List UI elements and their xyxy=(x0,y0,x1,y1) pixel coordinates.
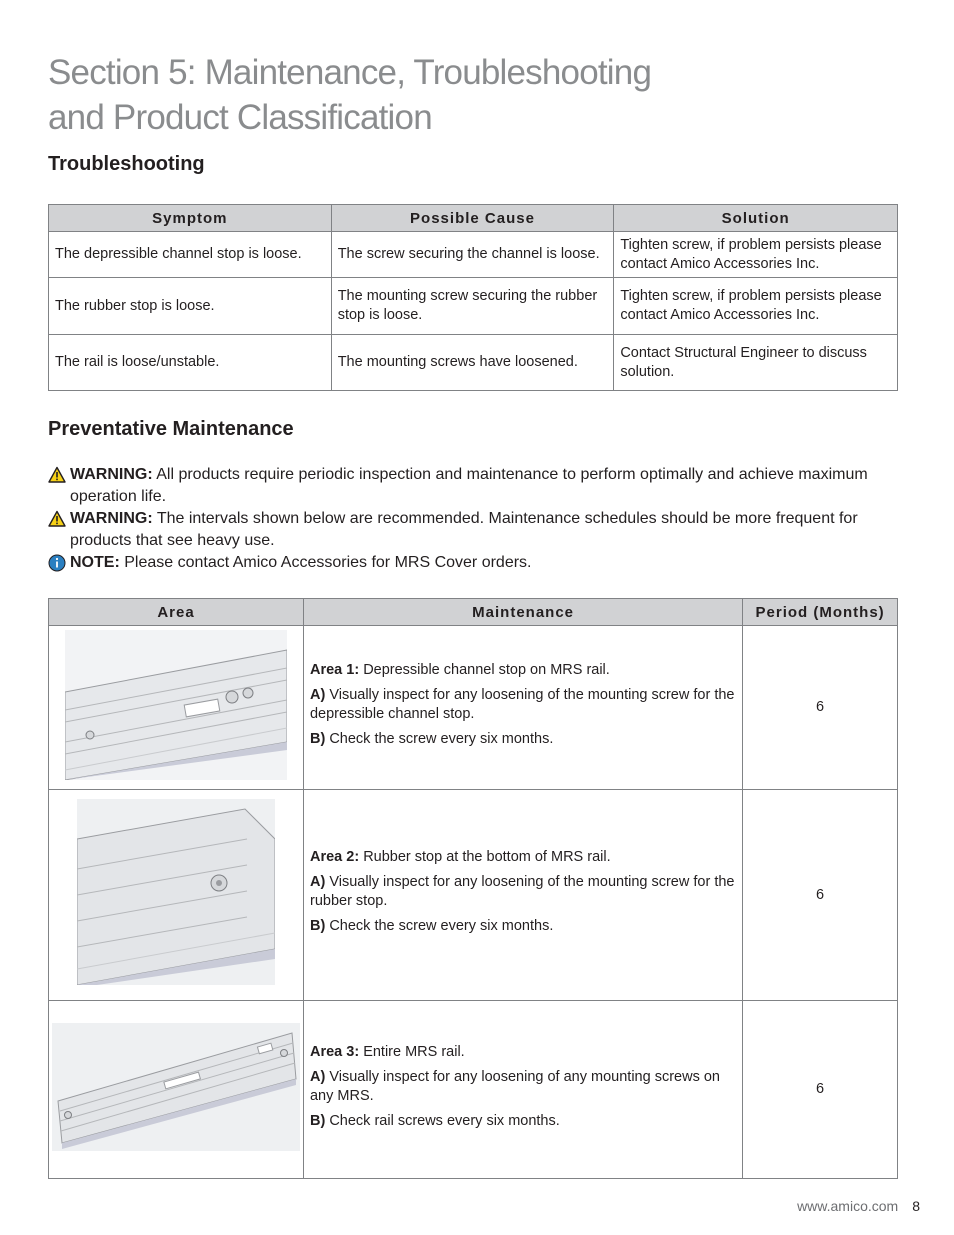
step-b-label: B) xyxy=(309,1112,326,1129)
solution-cell: Tighten screw, if problem persists please contact Amico Accessories Inc. xyxy=(614,232,898,278)
warning-label: WARNING: xyxy=(70,510,153,527)
step-b xyxy=(310,730,736,749)
step-b-text: Check the screw every six months. xyxy=(329,918,554,934)
table-row xyxy=(49,278,898,335)
step-a-text: Visually inspect for any loosening of the mounting screw for the depressible channel stop. xyxy=(309,686,735,722)
table-row xyxy=(49,232,898,278)
period-cell: 6 xyxy=(743,626,898,790)
warning-icon xyxy=(48,466,66,484)
troubleshooting-table xyxy=(48,204,898,391)
area-label: Area 2: xyxy=(309,849,360,865)
cause-cell: The mounting screw securing the rubber stop is loose. xyxy=(331,278,614,335)
step-a-text: Visually inspect for any loosening of any mounting screws on any MRS. xyxy=(309,1068,720,1104)
troubleshooting-heading: Troubleshooting xyxy=(48,153,205,175)
website-link[interactable]: www.amico.com xyxy=(797,1198,899,1214)
maintenance-cell xyxy=(303,626,742,790)
period-cell: 6 xyxy=(743,790,898,1001)
page-title-line-1: Section 5: Maintenance, Troubleshooting xyxy=(48,53,652,92)
step-a-label: A) xyxy=(309,686,326,703)
symptom-cell: The depressible channel stop is loose. xyxy=(49,232,332,278)
column-header-symptom: Symptom xyxy=(49,205,332,232)
period-cell: 6 xyxy=(743,1001,898,1179)
maintenance-cell xyxy=(303,1001,742,1179)
solution-cell: Contact Structural Engineer to discuss solution. xyxy=(614,335,898,391)
page-footer xyxy=(797,1198,920,1214)
symptom-cell: The rubber stop is loose. xyxy=(49,278,332,335)
column-header-cause: Possible Cause xyxy=(331,205,614,232)
warning-label: WARNING: xyxy=(70,466,153,483)
column-header-area: Area xyxy=(49,599,304,626)
warning-text: The intervals shown below are recommended. Maintenance schedules should be more frequent for products that see heavy use. xyxy=(70,510,858,549)
page-title xyxy=(48,50,651,140)
table-header-row xyxy=(49,205,898,232)
notices-block xyxy=(48,464,868,574)
area-text: Rubber stop at the bottom of MRS rail. xyxy=(363,849,611,865)
mrs-rail-channel-stop-image xyxy=(65,630,287,780)
note-notice xyxy=(48,552,868,574)
page-title-line-2: and Product Classification xyxy=(48,98,432,137)
step-b xyxy=(310,917,736,936)
column-header-period: Period (Months) xyxy=(743,599,898,626)
warning-notice xyxy=(48,464,868,508)
step-b-label: B) xyxy=(309,730,326,747)
area-label: Area 1: xyxy=(309,661,360,678)
warning-icon xyxy=(48,510,66,528)
step-b xyxy=(310,1112,736,1131)
step-a xyxy=(310,873,736,911)
area-image-cell xyxy=(49,626,304,790)
area-description xyxy=(310,1043,736,1062)
page-number: 8 xyxy=(912,1198,920,1214)
step-a xyxy=(310,686,736,724)
step-b-text: Check the screw every six months. xyxy=(329,730,554,747)
cause-cell: The screw securing the channel is loose. xyxy=(331,232,614,278)
area-text: Entire MRS rail. xyxy=(363,1043,465,1060)
area-description xyxy=(310,848,736,867)
step-b-label: B) xyxy=(309,918,326,934)
step-a-text: Visually inspect for any loosening of the mounting screw for the rubber stop. xyxy=(309,874,735,909)
area-image-cell xyxy=(49,1001,304,1179)
mrs-rail-rubber-stop-image xyxy=(77,799,275,985)
area-label: Area 3: xyxy=(309,1043,360,1060)
area-description xyxy=(310,661,736,680)
step-b-text: Check rail screws every six months. xyxy=(329,1112,560,1129)
table-row xyxy=(49,790,898,1001)
step-a-label: A) xyxy=(309,1068,326,1085)
table-header-row xyxy=(49,599,898,626)
area-image-cell xyxy=(49,790,304,1001)
column-header-solution: Solution xyxy=(614,205,898,232)
symptom-cell: The rail is loose/unstable. xyxy=(49,335,332,391)
area-text: Depressible channel stop on MRS rail. xyxy=(363,661,610,678)
mrs-rail-full-image xyxy=(52,1023,300,1151)
table-row xyxy=(49,626,898,790)
note-text: Please contact Amico Accessories for MRS Cover orders. xyxy=(124,554,532,571)
maintenance-cell xyxy=(303,790,742,1001)
warning-notice xyxy=(48,508,868,552)
table-row xyxy=(49,1001,898,1179)
preventative-maintenance-heading: Preventative Maintenance xyxy=(48,418,294,440)
table-row xyxy=(49,335,898,391)
cause-cell: The mounting screws have loosened. xyxy=(331,335,614,391)
step-a xyxy=(310,1068,736,1106)
note-label: NOTE: xyxy=(70,554,120,571)
column-header-maintenance: Maintenance xyxy=(303,599,742,626)
solution-cell: Tighten screw, if problem persists please contact Amico Accessories Inc. xyxy=(614,278,898,335)
info-icon xyxy=(48,554,66,572)
maintenance-table xyxy=(48,598,898,1179)
warning-text: All products require periodic inspection and maintenance to perform optimally and achieve maximum operation life. xyxy=(70,466,868,505)
step-a-label: A) xyxy=(309,874,326,890)
